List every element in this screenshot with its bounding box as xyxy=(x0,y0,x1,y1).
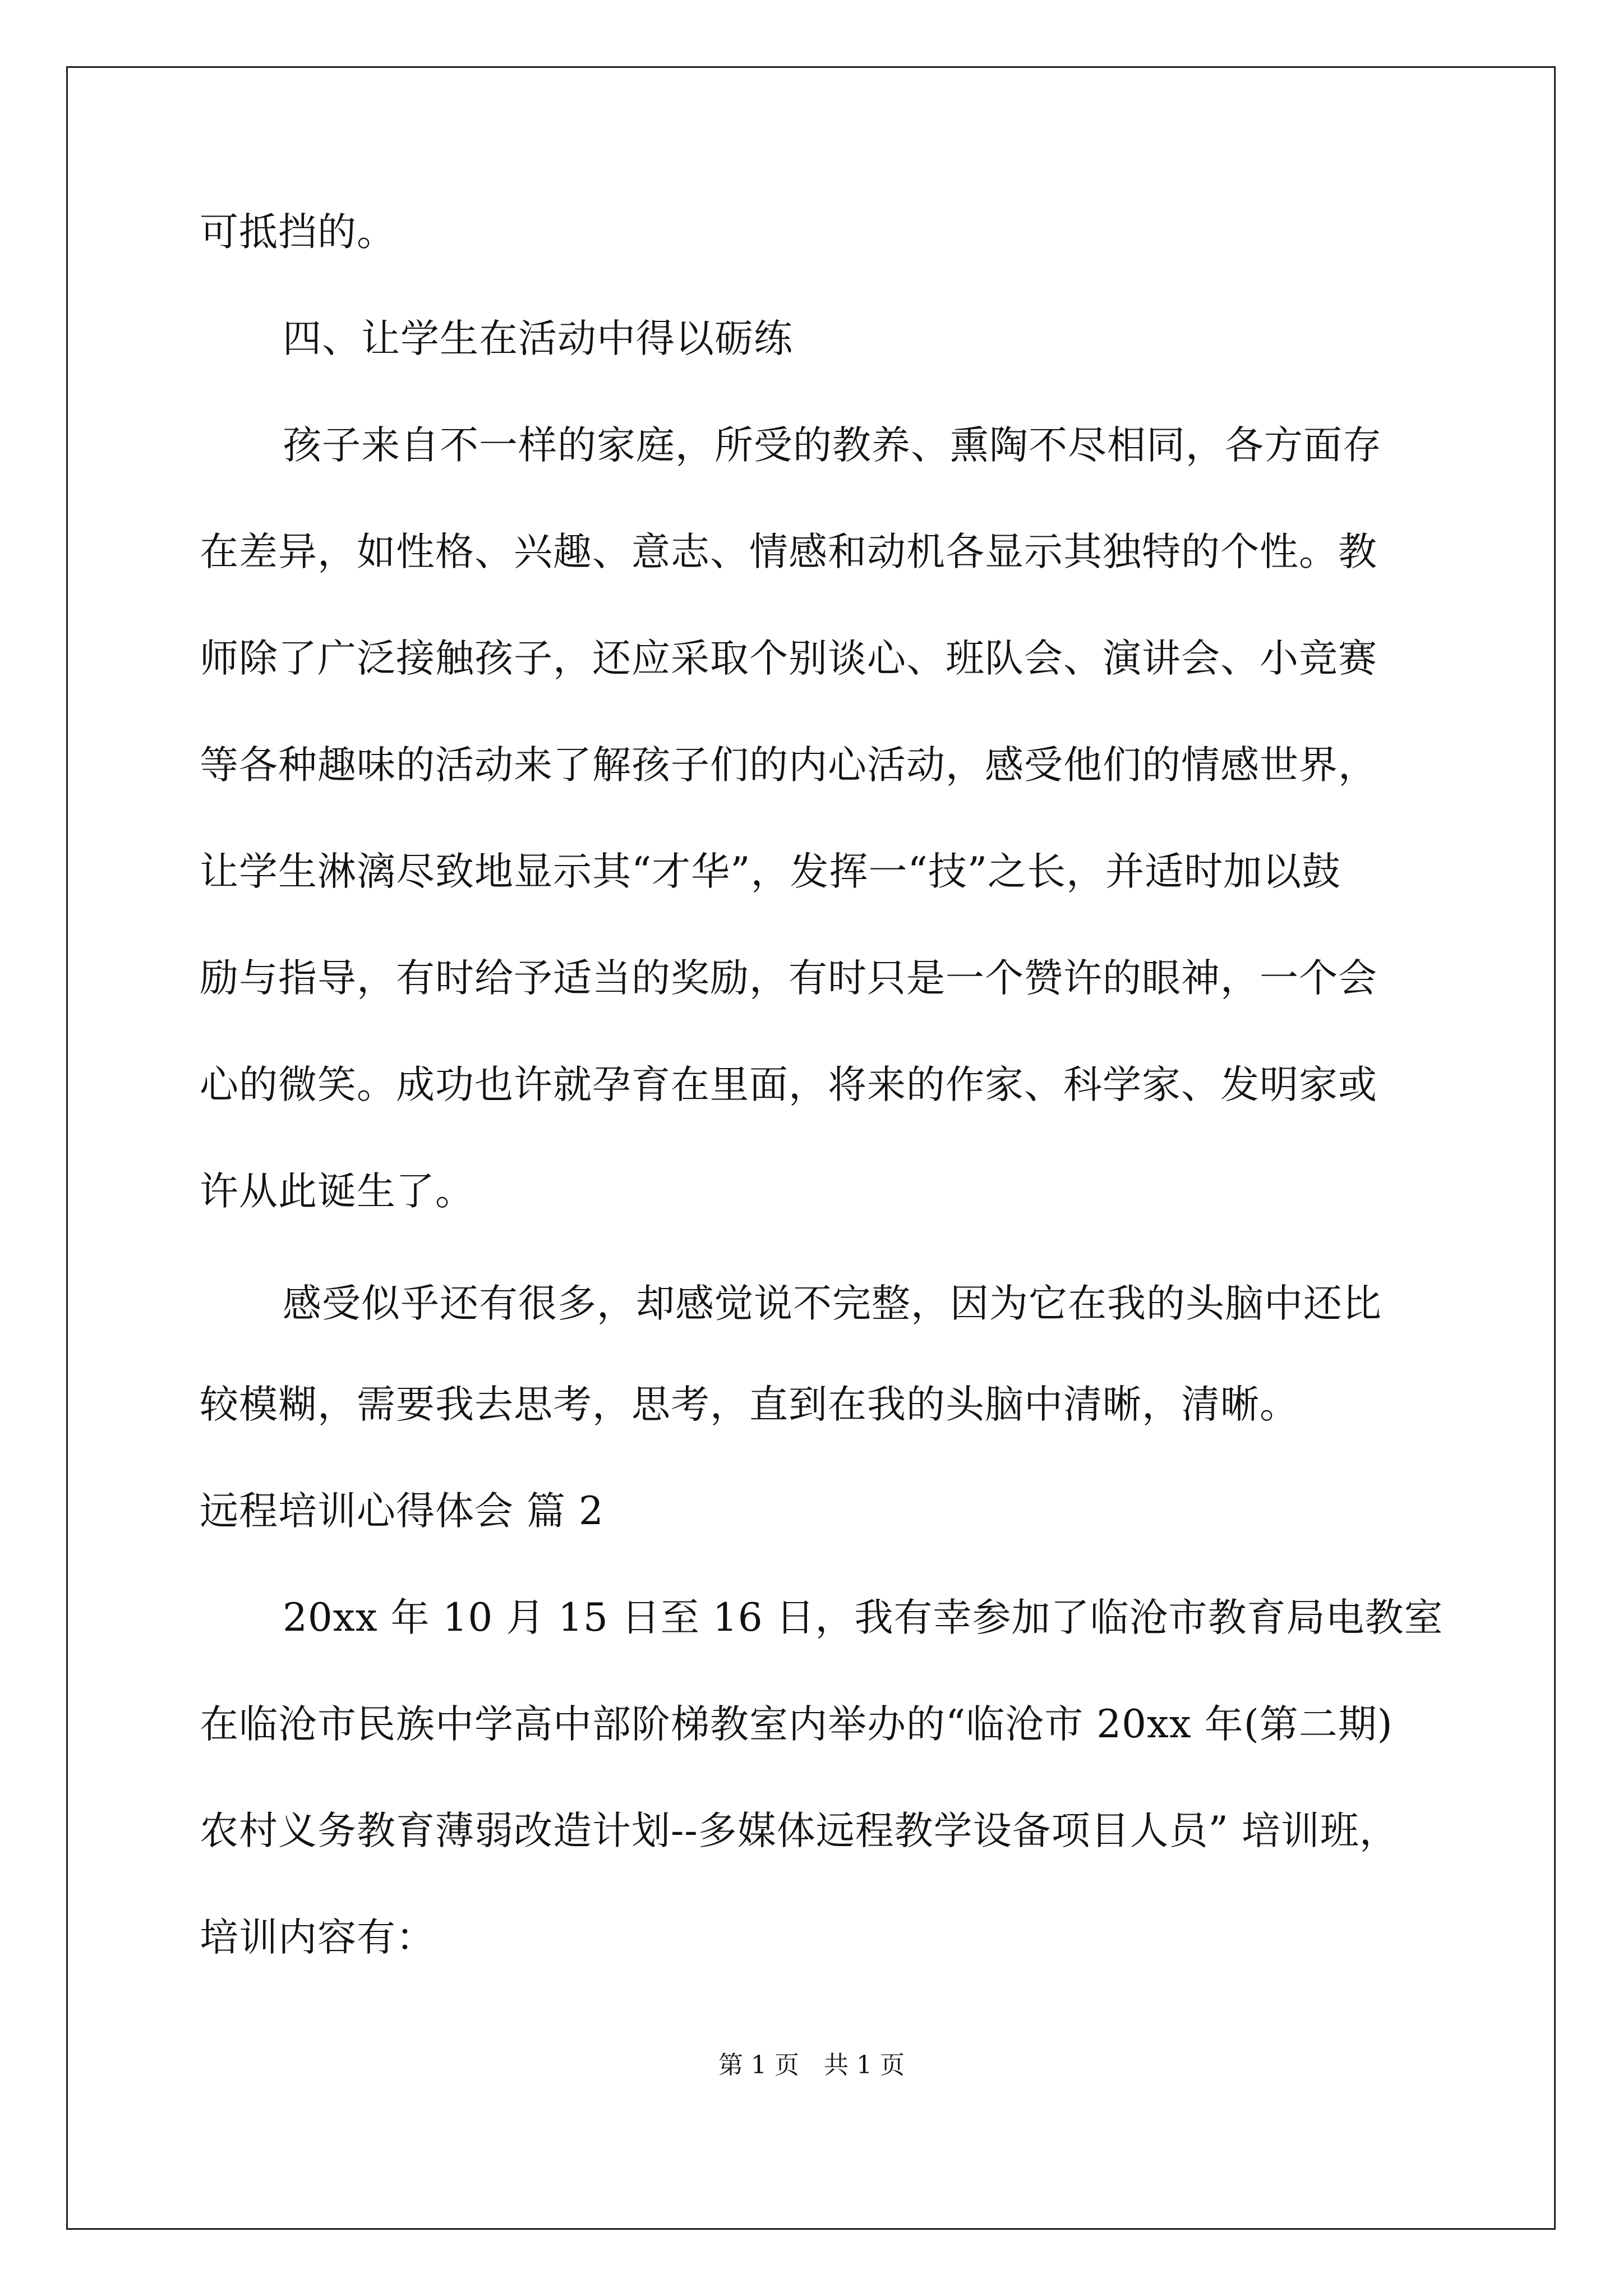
page-footer: 第 1 页 共 1 页 xyxy=(718,2051,905,2079)
text-line: 在差异，如性格、兴趣、意志、情感和动机各显示其独特的个性。教 xyxy=(200,530,1377,574)
text-line: 师除了广泛接触孩子，还应采取个别谈心、班队会、演讲会、小竞赛 xyxy=(200,636,1377,681)
text-line: 孩子来自不一样的家庭，所受的教养、熏陶不尽相同，各方面存 xyxy=(283,423,1382,468)
text-line: 让学生淋漓尽致地显示其“才华”，发挥一“技”之长，并适时加以鼓 xyxy=(200,849,1341,894)
text-line: 培训内容有： xyxy=(200,1915,435,1960)
section-heading: 四、让学生在活动中得以砺练 xyxy=(283,316,793,361)
article-heading: 远程培训心得体会 篇 2 xyxy=(200,1489,604,1534)
text-line: 心的微笑。成功也许就孕育在里面，将来的作家、科学家、发明家或 xyxy=(200,1062,1377,1107)
text-line: 较模糊，需要我去思考，思考，直到在我的头脑中清晰，清晰。 xyxy=(200,1382,1299,1427)
text-line: 等各种趣味的活动来了解孩子们的内心活动，感受他们的情感世界， xyxy=(200,743,1377,788)
page-border xyxy=(66,66,1556,2230)
text-line: 农村义务教育薄弱改造计划--多媒体远程教学设备项目人员” 培训班， xyxy=(200,1809,1399,1853)
text-line: 感受似乎还有很多，却感觉说不完整，因为它在我的头脑中还比 xyxy=(283,1281,1382,1326)
text-line: 许从此诞生了。 xyxy=(200,1169,474,1214)
text-line: 在临沧市民族中学高中部阶梯教室内举办的“临沧市 20xx 年(第二期) xyxy=(200,1702,1393,1747)
text-line: 20xx 年 10 月 15 日至 16 日，我有幸参加了临沧市教育局电教室 xyxy=(283,1595,1444,1640)
text-line: 励与指导，有时给予适当的奖励，有时只是一个赞许的眼神，一个会 xyxy=(200,956,1377,1001)
text-line: 可抵挡的。 xyxy=(200,210,396,255)
